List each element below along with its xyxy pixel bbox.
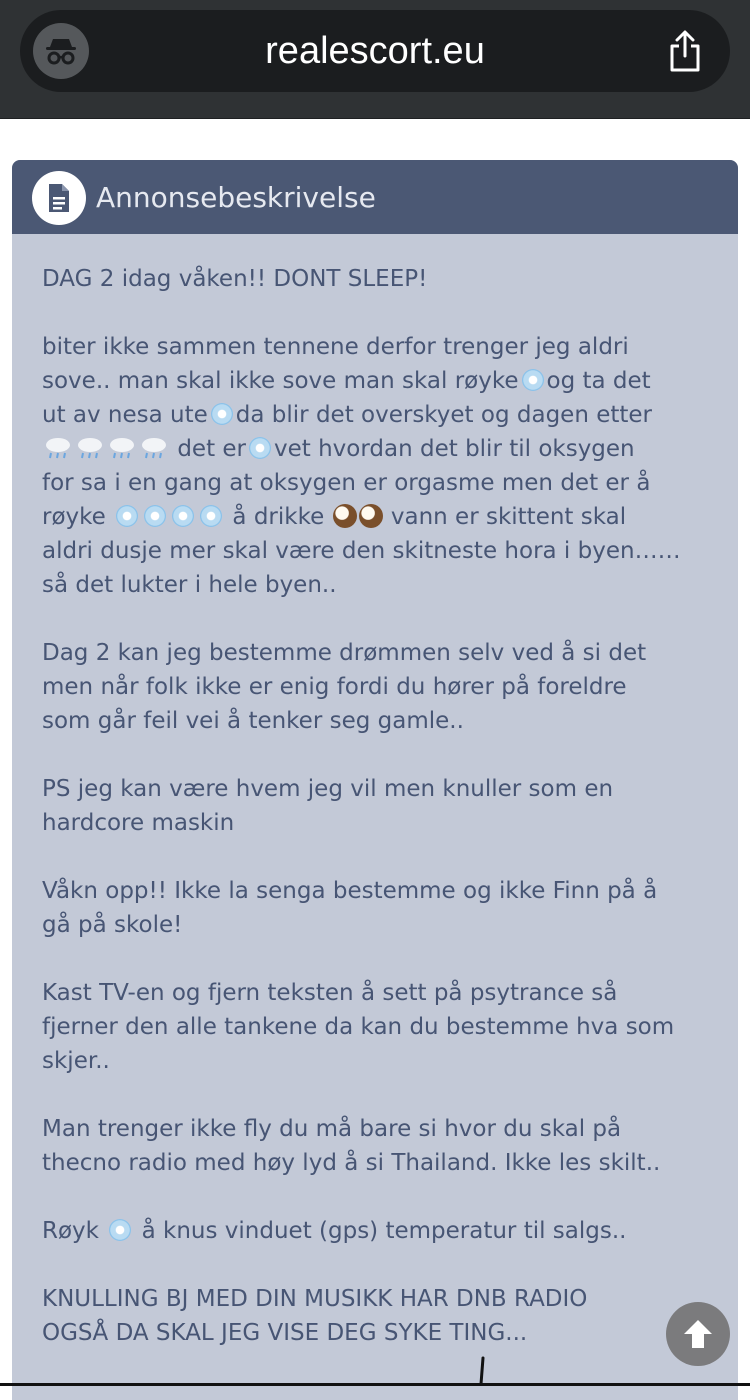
card-header <box>12 160 738 234</box>
desc-paragraph: KNULLING BJ MED DIN MUSIKK HAR DNB RADIO OGSÅ DA SKAL JEG VISE DEG SYKE TING... <box>42 1286 588 1346</box>
coconut-icon <box>359 504 383 528</box>
arrow-up-icon <box>678 1314 718 1354</box>
snowflake-icon <box>211 403 233 425</box>
desc-paragraph: Dag 2 kan jeg bestemme drømmen selv ved å si det men når folk ikke er enig fordi du hører på foreldre som går feil vei å tenker seg gamle.. <box>42 640 647 734</box>
snowflake-icon <box>144 505 166 527</box>
url-text[interactable]: realescort.eu <box>265 30 485 72</box>
rain-cloud-icon <box>75 435 105 461</box>
snowflake-icon <box>109 1219 131 1241</box>
ad-description <box>42 262 722 1384</box>
rain-cloud-icon <box>107 435 137 461</box>
desc-paragraph: biter ikke sammen tennene derfor trenger jeg aldri sove.. man skal ikke sove man skal røyke og ta det ut av nesa ute da blir det overskyet og dagen etter det er vet hvordan det blir til oksygen for sa i en gang at oksygen er orgasme men det er å røyke å drikke vann er skittent skal aldri dusje mer skal være den skitneste hora i byen…… så det lukter i hele byen.. <box>42 334 681 598</box>
rain-cloud-icon <box>139 435 169 461</box>
snowflake-icon <box>249 437 271 459</box>
scroll-to-top-button[interactable] <box>666 1302 730 1366</box>
desc-paragraph: DAG 2 idag våken!! DONT SLEEP! <box>42 266 428 292</box>
share-icon[interactable] <box>668 30 702 76</box>
desc-paragraph: Våkn opp!! Ikke la senga bestemme og ikke Finn på å gå på skole! <box>42 878 658 938</box>
snowflake-icon <box>116 505 138 527</box>
description-card <box>12 160 738 1400</box>
snowflake-icon <box>522 369 544 391</box>
desc-paragraph: Røyk å knus vinduet (gps) temperatur til salgs.. <box>42 1218 627 1244</box>
rain-cloud-icon <box>43 435 73 461</box>
scroll-indicator <box>478 1356 486 1386</box>
coconut-icon <box>333 504 357 528</box>
snowflake-icon <box>200 505 222 527</box>
desc-paragraph: PS jeg kan være hvem jeg vil men knuller som en hardcore maskin <box>42 776 614 836</box>
desc-paragraph: Kast TV-en og fjern teksten å sett på psytrance så fjerner den alle tankene da kan du bestemme hva som skjer.. <box>42 980 675 1074</box>
browser-toolbar <box>0 0 750 119</box>
address-bar[interactable] <box>20 10 730 92</box>
card-title: Annonsebeskrivelse <box>96 181 376 214</box>
document-icon <box>32 171 86 225</box>
desc-paragraph: Man trenger ikke fly du må bare si hvor du skal på thecno radio med høy lyd å si Thailand. Ikke les skilt.. <box>42 1116 661 1176</box>
snowflake-icon <box>172 505 194 527</box>
